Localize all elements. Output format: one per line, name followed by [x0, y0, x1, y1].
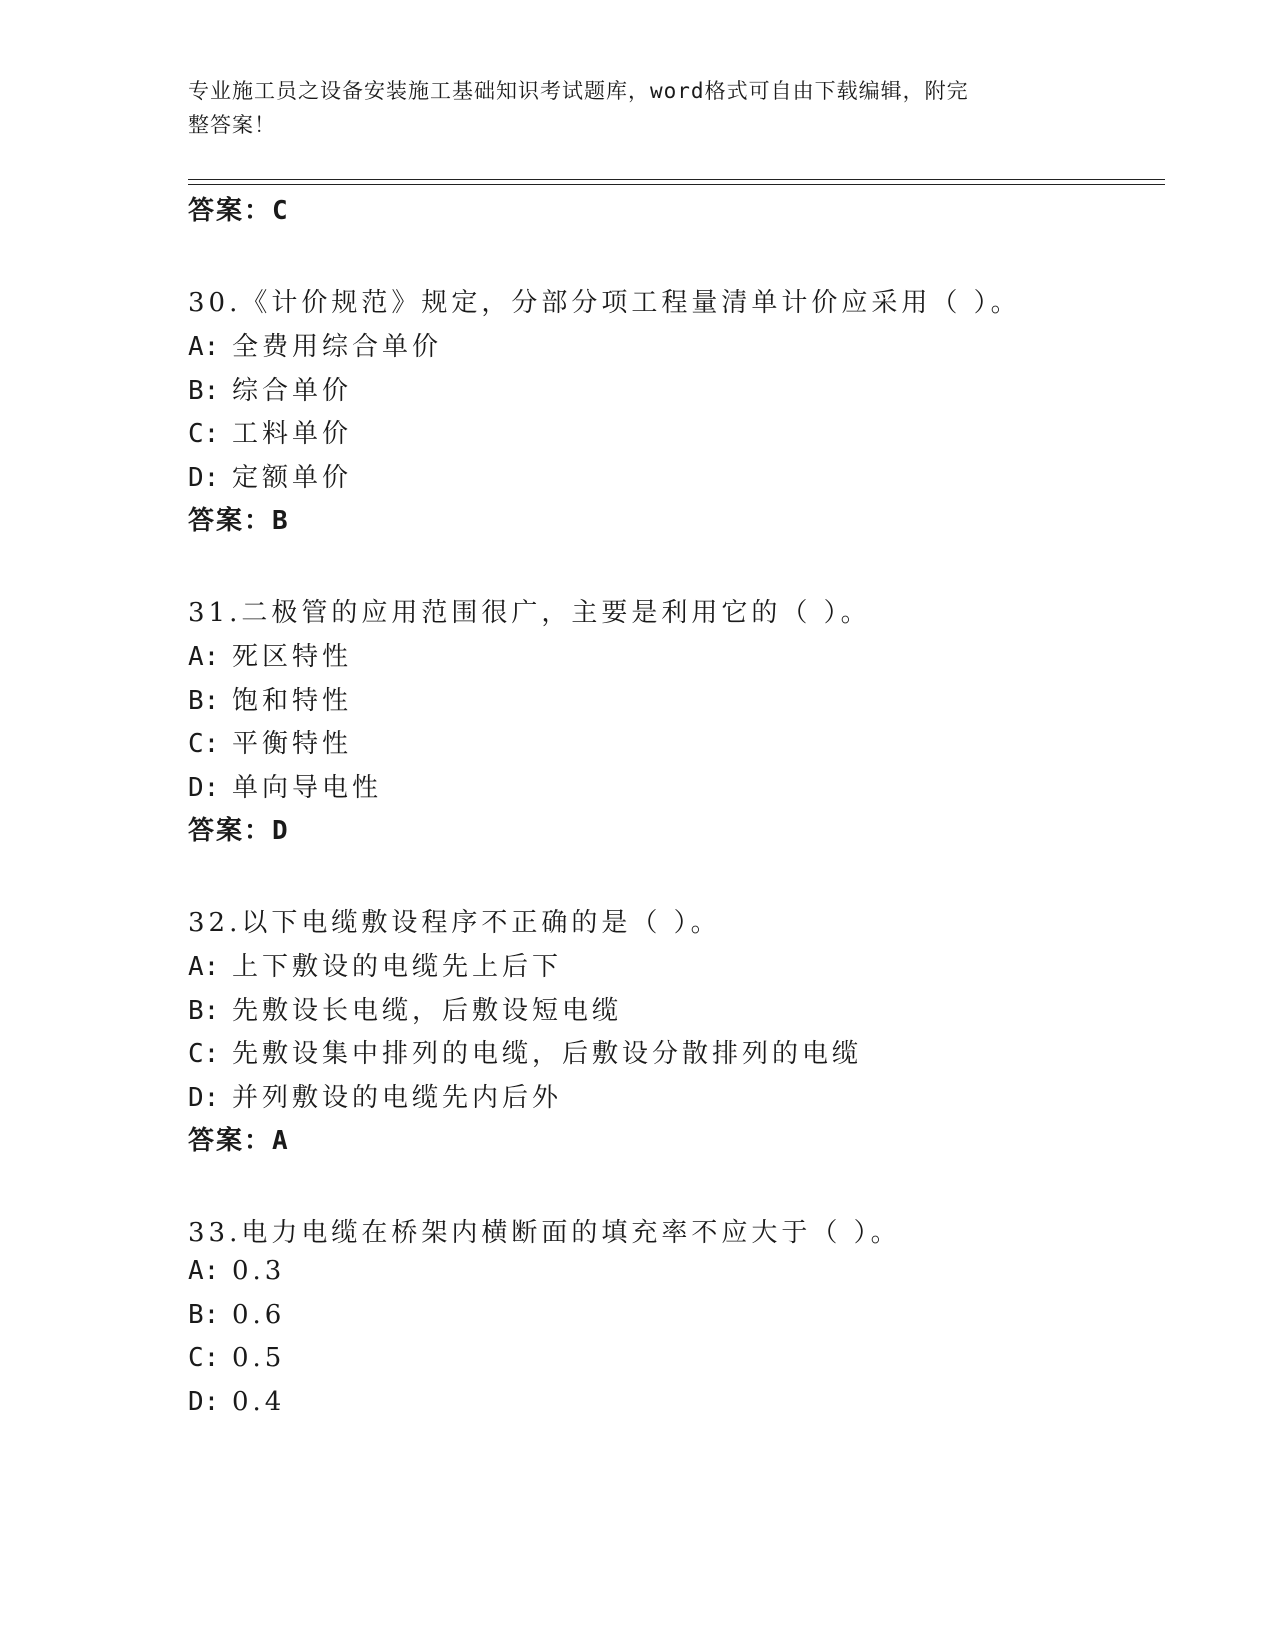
option-key: B: [188, 1300, 220, 1330]
option-text: 0.4 [232, 1387, 286, 1417]
option-text: 单向导电性 [232, 773, 383, 803]
option-a [188, 326, 442, 363]
option-c [188, 413, 352, 450]
option-key: A: [188, 1256, 220, 1286]
prev-answer [188, 190, 290, 227]
header-divider-bottom [188, 184, 1165, 185]
option-text: 死区特性 [232, 642, 353, 672]
question-stem: 32.以下电缆敷设程序不正确的是（ ）。 [188, 908, 721, 938]
option-c [188, 1033, 862, 1070]
option-key: B: [188, 996, 220, 1026]
option-a [188, 1256, 285, 1286]
option-a [188, 636, 352, 673]
option-text: 定额单价 [232, 463, 353, 493]
option-key: C: [188, 1343, 220, 1373]
option-text: 0.3 [232, 1256, 286, 1286]
answer-value: A [272, 1126, 290, 1156]
option-text: 平衡特性 [232, 729, 353, 759]
option-key: B: [188, 686, 220, 716]
document-header [188, 74, 1088, 142]
option-text: 饱和特性 [232, 686, 353, 716]
question-stem: 31.二极管的应用范围很广，主要是利用它的（ ）。 [188, 598, 871, 628]
header-divider-top [188, 179, 1165, 180]
option-key: A: [188, 332, 220, 362]
answer [188, 1120, 290, 1157]
answer [188, 810, 290, 847]
option-text: 并列敷设的电缆先内后外 [232, 1083, 563, 1113]
option-d [188, 1387, 285, 1417]
answer-label: 答案： [188, 196, 273, 226]
question-stem: 33.电力电缆在桥架内横断面的填充率不应大于（ ）。 [188, 1218, 901, 1248]
option-b [188, 370, 352, 407]
option-key: C: [188, 1039, 220, 1069]
option-key: D: [188, 1083, 220, 1113]
header-line-1: 专业施工员之设备安装施工基础知识考试题库，word格式可自由下载编辑，附完 [188, 79, 969, 103]
answer-value: C [272, 196, 290, 226]
option-b [188, 1300, 285, 1330]
option-text: 0.5 [232, 1343, 286, 1373]
option-d [188, 457, 352, 494]
option-key: D: [188, 1387, 220, 1417]
option-b [188, 990, 622, 1027]
header-line-2: 整答案！ [188, 113, 276, 137]
option-text: 综合单价 [232, 376, 353, 406]
option-text: 工料单价 [232, 419, 353, 449]
option-key: A: [188, 642, 220, 672]
option-b [188, 680, 352, 717]
option-text: 先敷设长电缆，后敷设短电缆 [232, 996, 623, 1026]
option-d [188, 767, 382, 804]
option-text: 0.6 [232, 1300, 286, 1330]
answer-label: 答案： [188, 816, 273, 846]
answer-label: 答案： [188, 506, 273, 536]
option-key: A: [188, 952, 220, 982]
option-key: D: [188, 463, 220, 493]
answer-label: 答案： [188, 1126, 273, 1156]
answer-value: B [272, 506, 290, 536]
option-text: 全费用综合单价 [232, 332, 443, 362]
option-key: C: [188, 729, 220, 759]
answer [188, 500, 290, 537]
option-key: D: [188, 773, 220, 803]
option-key: C: [188, 419, 220, 449]
question-stem: 30.《计价规范》规定，分部分项工程量清单计价应采用（ ）。 [188, 288, 1021, 318]
option-c [188, 1343, 285, 1373]
option-text: 先敷设集中排列的电缆，后敷设分散排列的电缆 [232, 1039, 863, 1069]
option-text: 上下敷设的电缆先上后下 [232, 952, 563, 982]
option-key: B: [188, 376, 220, 406]
answer-value: D [272, 816, 290, 846]
option-a [188, 946, 562, 983]
option-c [188, 723, 352, 760]
option-d [188, 1077, 562, 1114]
